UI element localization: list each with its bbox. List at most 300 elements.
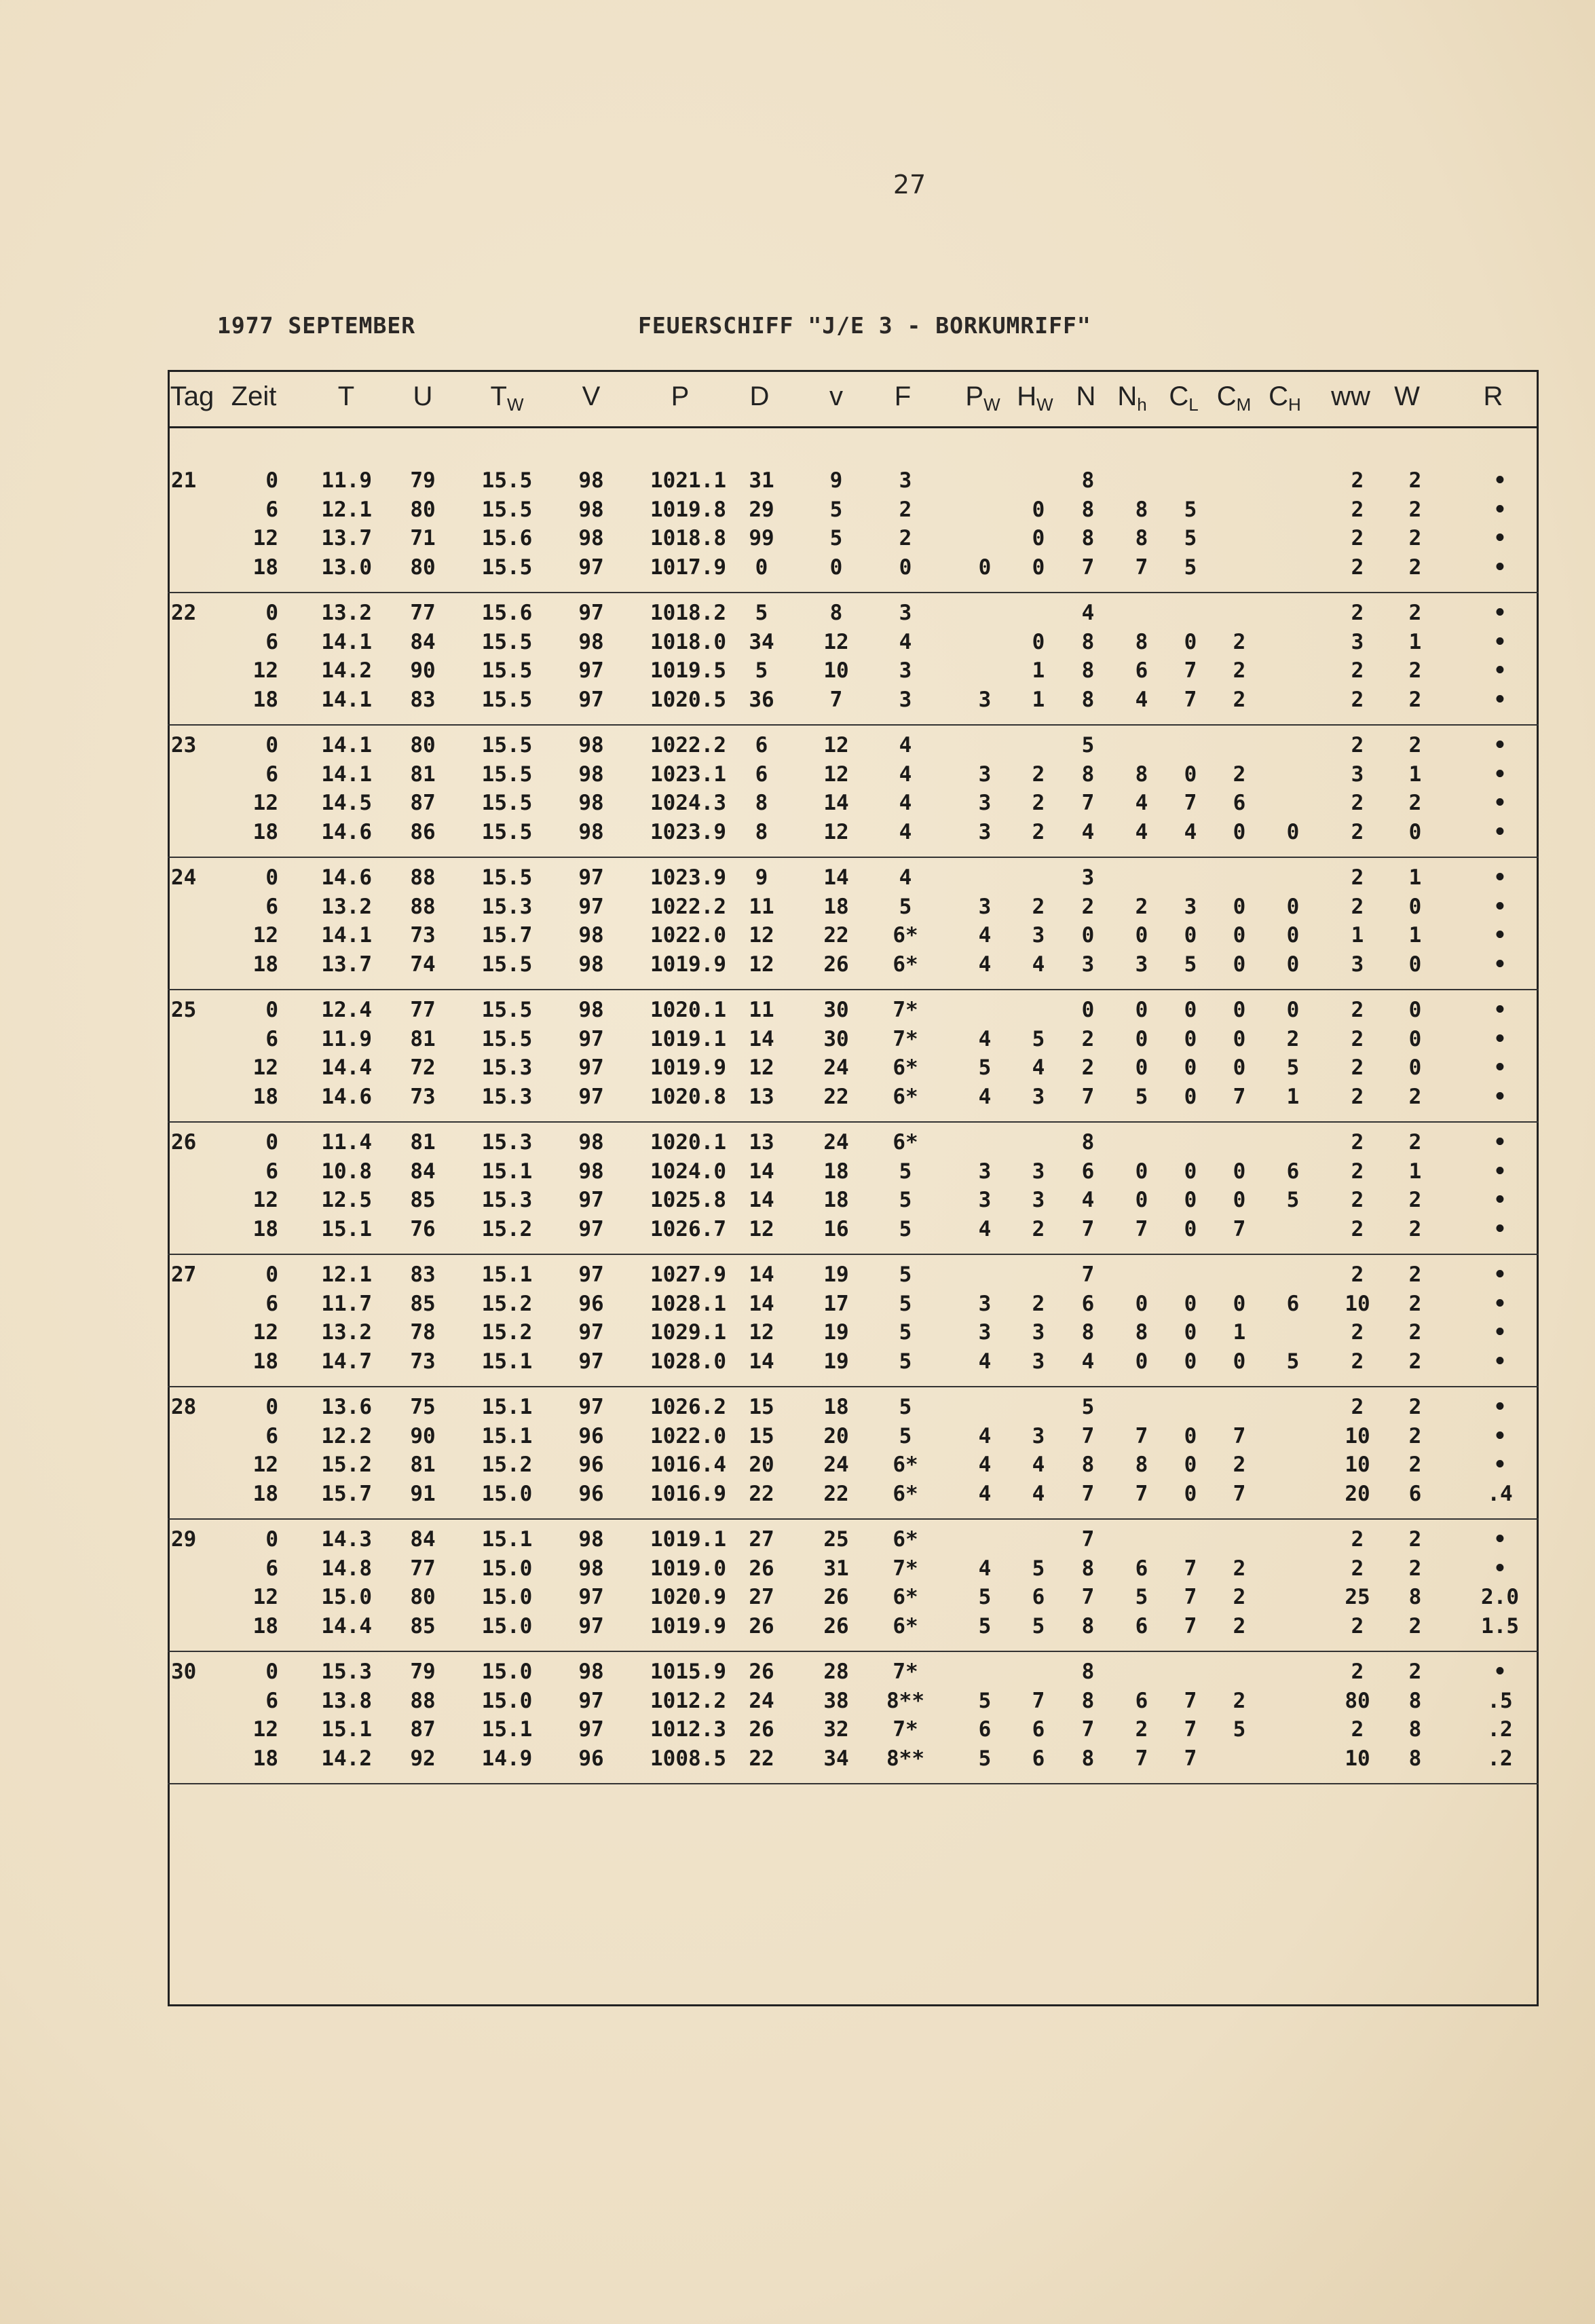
table-cell: 2 (1351, 1130, 1364, 1155)
table-cell: 98 (578, 1527, 604, 1552)
table-cell: 2 (1408, 1556, 1422, 1581)
table-cell: 6* (893, 1084, 918, 1109)
table-cell: 6* (893, 1527, 918, 1552)
column-header: $P_W$ (965, 381, 1000, 415)
table-cell: 15.0 (481, 1585, 533, 1609)
table-cell: 6 (265, 497, 278, 522)
table-cell: 90 (410, 658, 436, 683)
table-cell: 26 (823, 1613, 849, 1638)
table-cell: • (1493, 998, 1507, 1022)
table-cell: 1026.7 (650, 1216, 726, 1241)
table-cell: 4 (899, 733, 912, 757)
table-cell: 6* (893, 1055, 918, 1080)
table-cell: 14.1 (321, 629, 372, 654)
table-cell: 8 (1081, 1660, 1095, 1684)
table-cell: 1019.9 (650, 952, 726, 977)
table-cell: 5 (899, 1395, 912, 1419)
table-cell: 2 (1408, 526, 1422, 550)
table-cell: 2 (1351, 1556, 1364, 1581)
table-cell: 13.2 (321, 1320, 372, 1345)
table-cell: 15.3 (481, 1084, 533, 1109)
table-cell: 0 (1233, 923, 1246, 948)
table-cell: • (1493, 687, 1507, 712)
table-cell: 0 (1184, 923, 1197, 948)
table-cell: 5 (899, 1349, 912, 1374)
table-cell: 1020.5 (650, 687, 726, 712)
table-cell: 11.9 (321, 1026, 372, 1051)
table-cell: 26 (749, 1660, 774, 1684)
table-cell: 2 (1351, 555, 1364, 580)
table-cell: 2 (1081, 894, 1095, 919)
table-cell: 8 (1081, 1746, 1095, 1771)
table-cell: 7 (1032, 1688, 1045, 1713)
table-cell: 0 (265, 1527, 278, 1552)
table-cell: 14.7 (321, 1349, 372, 1374)
table-cell: 18 (252, 1481, 278, 1506)
table-cell: 0 (1408, 1055, 1422, 1080)
table-cell: 3 (1032, 1349, 1045, 1374)
table-cell: 98 (578, 791, 604, 815)
table-cell: 1027.9 (650, 1262, 726, 1287)
table-cell: 8** (886, 1746, 924, 1771)
table-cell: 90 (410, 1423, 436, 1448)
table-cell: 9 (755, 865, 768, 890)
day-separator (168, 592, 1539, 593)
table-cell: 7 (1184, 1556, 1197, 1581)
table-cell: 2 (1351, 865, 1364, 890)
table-cell: 15.5 (481, 629, 533, 654)
table-cell: 85 (410, 1291, 436, 1316)
table-cell: 1019.8 (650, 497, 726, 522)
table-cell: 1 (1408, 865, 1422, 890)
table-cell: 18 (823, 894, 849, 919)
table-cell: 2 (1351, 1262, 1364, 1287)
column-header: R (1483, 381, 1503, 411)
table-cell: 15.2 (321, 1452, 372, 1477)
table-cell: 2 (1408, 1613, 1422, 1638)
table-cell: 5 (829, 526, 843, 550)
table-cell: 12 (749, 1216, 774, 1241)
table-cell: 2 (1351, 998, 1364, 1022)
table-cell: 98 (578, 733, 604, 757)
table-cell: 3 (899, 468, 912, 493)
table-cell: 97 (578, 1688, 604, 1713)
table-cell: • (1493, 1130, 1507, 1155)
table-cell: 84 (410, 629, 436, 654)
table-cell: • (1493, 526, 1507, 550)
table-cell: 2 (1233, 762, 1246, 787)
table-cell: • (1493, 1055, 1507, 1080)
table-cell: 15.1 (481, 1527, 533, 1552)
table-cell: 2 (1408, 555, 1422, 580)
table-cell: 75 (410, 1395, 436, 1419)
table-cell: 1 (1351, 923, 1364, 948)
table-cell: 6 (265, 894, 278, 919)
table-cell: 85 (410, 1613, 436, 1638)
table-cell: 5 (1233, 1717, 1246, 1742)
table-cell: 12.5 (321, 1188, 372, 1212)
table-cell: 2 (1351, 1216, 1364, 1241)
column-header: U (413, 381, 433, 411)
table-cell: 97 (578, 1717, 604, 1742)
table-cell: 18 (252, 1216, 278, 1241)
day-label: 21 (171, 468, 197, 493)
table-cell: 13 (749, 1130, 774, 1155)
table-cell: 73 (410, 1084, 436, 1109)
day-label: 26 (171, 1130, 197, 1155)
table-cell: 34 (823, 1746, 849, 1771)
table-cell: 5 (978, 1688, 992, 1713)
table-cell: 7 (1184, 1613, 1197, 1638)
table-cell: 1024.3 (650, 791, 726, 815)
table-cell: 15.7 (321, 1481, 372, 1506)
table-cell: 15.5 (481, 658, 533, 683)
table-cell: 7 (1081, 1084, 1095, 1109)
day-label: 22 (171, 601, 197, 625)
table-cell: • (1493, 1660, 1507, 1684)
table-cell: 0 (1184, 1216, 1197, 1241)
table-cell: • (1493, 819, 1507, 844)
day-label: 25 (171, 998, 197, 1022)
table-cell: 80 (410, 497, 436, 522)
table-cell: 5 (1032, 1613, 1045, 1638)
table-cell: 12 (823, 819, 849, 844)
day-label: 28 (171, 1395, 197, 1419)
table-cell: • (1493, 1556, 1507, 1581)
table-cell: 80 (1345, 1688, 1370, 1713)
table-cell: 2 (1233, 1688, 1246, 1713)
table-cell: 20 (823, 1423, 849, 1448)
table-cell: 2 (1032, 791, 1045, 815)
table-cell: 6 (1408, 1481, 1422, 1506)
table-cell: 1022.0 (650, 1423, 726, 1448)
table-cell: 18 (252, 819, 278, 844)
table-cell: 5 (1032, 1026, 1045, 1051)
table-cell: 8 (1408, 1688, 1422, 1713)
table-cell: 2 (1408, 601, 1422, 625)
table-cell: 98 (578, 468, 604, 493)
table-cell: 3 (978, 1320, 992, 1345)
table-cell: 15.1 (321, 1717, 372, 1742)
table-cell: 7 (1135, 1423, 1148, 1448)
table-cell: 13.7 (321, 526, 372, 550)
table-cell: 15.3 (481, 1130, 533, 1155)
table-cell: 6 (978, 1717, 992, 1742)
table-cell: 2 (899, 526, 912, 550)
table-cell: 0 (1233, 819, 1246, 844)
table-cell: 14 (749, 1159, 774, 1184)
table-cell: • (1493, 1320, 1507, 1345)
table-cell: 79 (410, 468, 436, 493)
table-cell: • (1493, 762, 1507, 787)
table-cell: 15.2 (481, 1320, 533, 1345)
table-cell: 2 (1408, 1262, 1422, 1287)
table-cell: 5 (899, 1320, 912, 1345)
table-cell: 0 (1408, 952, 1422, 977)
table-cell: 98 (578, 762, 604, 787)
table-cell: 0 (1184, 998, 1197, 1022)
table-cell: 4 (899, 762, 912, 787)
table-cell: 6 (1286, 1159, 1300, 1184)
table-cell: 2 (1351, 1527, 1364, 1552)
table-cell: 30 (823, 1026, 849, 1051)
table-cell: 8 (1135, 762, 1148, 787)
table-cell: 6 (1081, 1291, 1095, 1316)
table-cell: 2 (1408, 497, 1422, 522)
table-cell: 14.1 (321, 733, 372, 757)
table-cell: 3 (1184, 894, 1197, 919)
table-cell: 7 (1135, 1746, 1148, 1771)
table-cell: 97 (578, 894, 604, 919)
table-cell: 29 (749, 497, 774, 522)
table-cell: 15 (749, 1423, 774, 1448)
table-cell: 5 (1286, 1055, 1300, 1080)
table-cell: 2 (899, 497, 912, 522)
table-cell: 2 (1233, 687, 1246, 712)
table-cell: 12 (252, 1585, 278, 1609)
table-cell: 1023.9 (650, 865, 726, 890)
table-cell: 1012.2 (650, 1688, 726, 1713)
table-cell: 6 (1032, 1746, 1045, 1771)
column-header: D (749, 381, 770, 411)
table-cell: 7 (1081, 1262, 1095, 1287)
table-cell: 6 (755, 762, 768, 787)
table-cell: 4 (978, 1423, 992, 1448)
table-cell: 14 (749, 1026, 774, 1051)
table-cell: 1008.5 (650, 1746, 726, 1771)
table-cell: • (1493, 601, 1507, 625)
table-cell: 0 (1184, 1320, 1197, 1345)
table-cell: 14.1 (321, 762, 372, 787)
table-cell: 11.4 (321, 1130, 372, 1155)
table-cell: 98 (578, 1660, 604, 1684)
table-cell: 2 (1408, 1188, 1422, 1212)
table-cell: 2 (1408, 687, 1422, 712)
table-cell: 7 (1184, 791, 1197, 815)
table-cell: 19 (823, 1320, 849, 1345)
table-cell: 2 (1351, 1320, 1364, 1345)
table-cell: 12 (749, 1055, 774, 1080)
table-cell: 0 (265, 733, 278, 757)
table-cell: • (1493, 1349, 1507, 1374)
table-cell: 13.6 (321, 1395, 372, 1419)
table-cell: 18 (823, 1188, 849, 1212)
table-cell: 12.4 (321, 998, 372, 1022)
table-cell: 79 (410, 1660, 436, 1684)
table-cell: 6 (1081, 1159, 1095, 1184)
table-cell: 14.6 (321, 1084, 372, 1109)
table-cell: 0 (1408, 894, 1422, 919)
table-cell: 7 (1081, 1585, 1095, 1609)
day-separator (168, 1651, 1539, 1652)
table-cell: 7 (1081, 555, 1095, 580)
table-cell: 0 (1184, 1084, 1197, 1109)
day-separator (168, 1121, 1539, 1123)
column-header: N (1076, 381, 1096, 411)
table-cell: 98 (578, 952, 604, 977)
table-cell: 74 (410, 952, 436, 977)
table-cell: 14.4 (321, 1055, 372, 1080)
table-cell: 14 (749, 1291, 774, 1316)
table-cell: 1 (1408, 629, 1422, 654)
table-cell: 4 (978, 1556, 992, 1581)
table-cell: • (1493, 1291, 1507, 1316)
table-cell: 81 (410, 1130, 436, 1155)
table-cell: 14 (823, 865, 849, 890)
table-cell: 5 (899, 1216, 912, 1241)
table-cell: 8 (1081, 1130, 1095, 1155)
table-cell: 98 (578, 819, 604, 844)
table-cell: 18 (252, 1746, 278, 1771)
table-cell: 0 (1184, 629, 1197, 654)
table-cell: 81 (410, 762, 436, 787)
column-header: ww (1331, 381, 1370, 411)
table-cell: 7 (1233, 1084, 1246, 1109)
table-cell: 22 (749, 1481, 774, 1506)
table-cell: 1020.1 (650, 1130, 726, 1155)
table-cell: 3 (978, 819, 992, 844)
table-cell: 26 (749, 1556, 774, 1581)
table-cell: .2 (1487, 1746, 1513, 1771)
table-cell: 3 (978, 762, 992, 787)
table-cell: 0 (1135, 1349, 1148, 1374)
column-header: V (582, 381, 601, 411)
table-cell: 1.5 (1481, 1613, 1519, 1638)
table-cell: 0 (1286, 894, 1300, 919)
table-cell: 7 (1184, 687, 1197, 712)
table-cell: 7 (1184, 1688, 1197, 1713)
table-cell: 0 (829, 555, 843, 580)
table-cell: 1019.5 (650, 658, 726, 683)
table-cell: 7 (829, 687, 843, 712)
table-cell: 2 (1233, 1613, 1246, 1638)
table-cell: 2 (1351, 1084, 1364, 1109)
table-cell: 8 (1081, 762, 1095, 787)
table-cell: 2 (1408, 658, 1422, 683)
table-cell: 6 (755, 733, 768, 757)
table-cell: 15.5 (481, 1026, 533, 1051)
table-cell: .5 (1487, 1688, 1513, 1713)
table-cell: 6* (893, 952, 918, 977)
table-cell: 2 (1032, 762, 1045, 787)
table-cell: 10 (1345, 1746, 1370, 1771)
table-cell: 0 (1184, 1349, 1197, 1374)
table-cell: 8 (1081, 1613, 1095, 1638)
table-cell: 8 (1081, 1556, 1095, 1581)
table-cell: 6 (1135, 1556, 1148, 1581)
table-cell: 0 (1233, 1291, 1246, 1316)
table-cell: 77 (410, 998, 436, 1022)
day-separator (168, 1783, 1539, 1784)
table-cell: 8 (1408, 1717, 1422, 1742)
table-cell: 14.6 (321, 819, 372, 844)
table-cell: 1018.2 (650, 601, 726, 625)
table-cell: 15.5 (481, 468, 533, 493)
table-cell: 7* (893, 1717, 918, 1742)
table-cell: • (1493, 865, 1507, 890)
table-cell: 0 (1184, 1055, 1197, 1080)
table-cell: 0 (1032, 629, 1045, 654)
table-cell: 9 (829, 468, 843, 493)
table-cell: 1021.1 (650, 468, 726, 493)
table-cell: 13.0 (321, 555, 372, 580)
table-cell: 8 (1081, 629, 1095, 654)
table-cell: 97 (578, 687, 604, 712)
table-cell: 4 (978, 1026, 992, 1051)
table-cell: • (1493, 1527, 1507, 1552)
table-cell: 5 (978, 1055, 992, 1080)
table-cell: 1019.9 (650, 1613, 726, 1638)
table-cell: 2 (1135, 894, 1148, 919)
table-cell: 15.1 (321, 1216, 372, 1241)
table-cell: 7 (1081, 1423, 1095, 1448)
table-cell: 14.9 (481, 1746, 533, 1771)
table-cell: 4 (1081, 601, 1095, 625)
table-cell: 98 (578, 1159, 604, 1184)
table-cell: 7 (1184, 1717, 1197, 1742)
table-cell: 2 (1233, 1585, 1246, 1609)
table-cell: 98 (578, 1556, 604, 1581)
table-cell: • (1493, 468, 1507, 493)
page-number: 27 (893, 170, 926, 200)
table-cell: 7 (1184, 1585, 1197, 1609)
table-cell: • (1493, 555, 1507, 580)
table-cell: 3 (1351, 762, 1364, 787)
table-cell: 15.5 (481, 762, 533, 787)
table-cell: 10 (1345, 1452, 1370, 1477)
table-cell: 14.4 (321, 1613, 372, 1638)
table-cell: 4 (1081, 1188, 1095, 1212)
table-cell: 6 (265, 1159, 278, 1184)
table-cell: 3 (1351, 629, 1364, 654)
table-cell: 13.2 (321, 894, 372, 919)
table-cell: 0 (1135, 923, 1148, 948)
table-cell: 97 (578, 1055, 604, 1080)
table-cell: 1 (1408, 762, 1422, 787)
table-cell: 80 (410, 733, 436, 757)
table-cell: 6 (265, 1556, 278, 1581)
table-cell: 3 (1032, 923, 1045, 948)
table-cell: 6 (265, 1026, 278, 1051)
table-cell: 1018.0 (650, 629, 726, 654)
table-cell: 2 (1233, 1452, 1246, 1477)
table-cell: 97 (578, 601, 604, 625)
table-cell: 2 (1408, 1660, 1422, 1684)
table-cell: 2 (1408, 1452, 1422, 1477)
table-cell: 12 (823, 762, 849, 787)
table-cell: 0 (1032, 526, 1045, 550)
column-header: Tag (170, 381, 214, 411)
table-cell: 0 (1135, 998, 1148, 1022)
table-cell: • (1493, 1395, 1507, 1419)
table-cell: 0 (1081, 998, 1095, 1022)
table-cell: 12.1 (321, 1262, 372, 1287)
header-year-month: 1977 SEPTEMBER (217, 312, 416, 339)
table-cell: 14.1 (321, 923, 372, 948)
table-cell: 12 (823, 733, 849, 757)
table-cell: 7 (1081, 1527, 1095, 1552)
table-cell: 3 (1032, 1320, 1045, 1345)
table-cell: 92 (410, 1746, 436, 1771)
table-cell: 13.2 (321, 601, 372, 625)
day-separator (168, 1518, 1539, 1520)
table-cell: 73 (410, 923, 436, 948)
table-cell: 7* (893, 998, 918, 1022)
table-cell: 8 (1408, 1585, 1422, 1609)
table-cell: 6* (893, 1130, 918, 1155)
table-cell: .2 (1487, 1717, 1513, 1742)
table-cell: 97 (578, 1026, 604, 1051)
